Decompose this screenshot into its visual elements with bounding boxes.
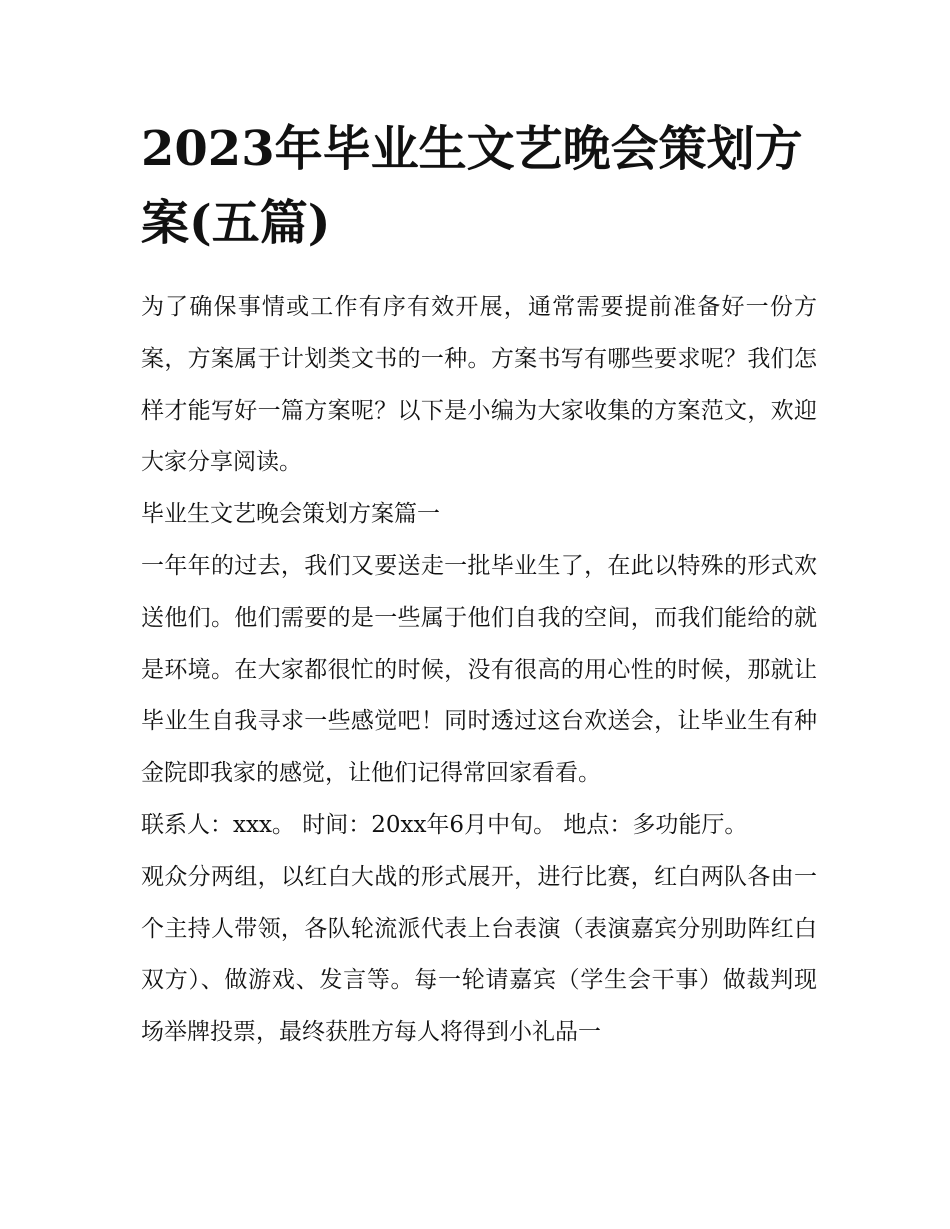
intro-paragraph: 为了确保事情或工作有序有效开展，通常需要提前准备好一份方案，方案属于计划类文书的一种。方案书写有哪些要求呢？我们怎样才能写好一篇方案呢？以下是小编为大家收集的方案范文，欢迎大家分享阅读。 <box>141 294 817 476</box>
section-heading: 毕业生文艺晚会策划方案篇一 <box>141 501 440 528</box>
document-page <box>141 112 817 1059</box>
document-body <box>141 282 817 1059</box>
body-paragraph: 观众分两组，以红白大战的形式展开，进行比赛，红白两队各由一个主持人带领，各队轮流派代表上台表演（表演嘉宾分别助阵红白双方）、做游戏、发言等。每一轮请嘉宾（学生会干事）做裁判现场举牌投票，最终获胜方每人将得到小礼品一 <box>141 863 817 1046</box>
contact-time-location: 联系人：xxx。 时间：20xx年6月中旬。 地点：多功能厅。 <box>141 811 748 838</box>
body-paragraph: 一年年的过去，我们又要送走一批毕业生了，在此以特殊的形式欢送他们。他们需要的是一些属于他们自我的空间，而我们能给的就是环境。在大家都很忙的时候，没有很高的用心性的时候，那就让毕业生自我寻求一些感觉吧！同时透过这台欢送会，让毕业生有种金院即我家的感觉，让他们记得常回家看看。 <box>141 552 817 787</box>
document-title: 2023年毕业生文艺晚会策划方案(五篇) <box>141 121 803 251</box>
